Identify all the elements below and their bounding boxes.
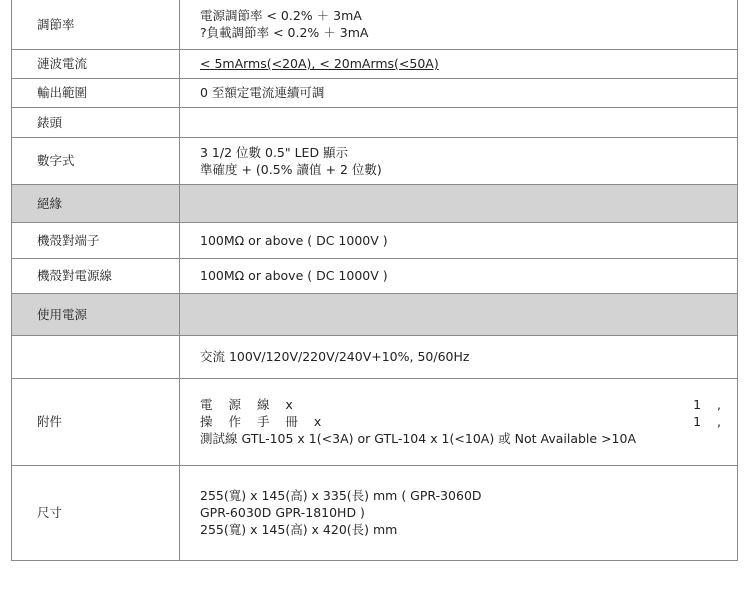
label-power-supply: 使用電源	[12, 293, 180, 335]
row-chassis-terminal	[12, 222, 738, 258]
accessory-power-cord	[200, 396, 729, 413]
spec-table	[11, 0, 738, 561]
row-chassis-power	[12, 258, 738, 293]
line-load-regulation: ?負載調節率 < 0.2% ＋ 3mA	[200, 25, 369, 41]
row-output-range	[12, 78, 738, 107]
accessory-manual-qty: 1 ,	[693, 414, 727, 429]
line-dimensions-1: 255(寬) x 145(高) x 335(長) mm ( GPR-3060D	[200, 488, 482, 503]
value-insulation	[180, 184, 738, 222]
value-meter	[180, 107, 738, 137]
label-dimensions: 尺寸	[12, 465, 180, 560]
value-accessories	[180, 378, 738, 465]
row-ripple	[12, 49, 738, 78]
value-chassis-power: 100MΩ or above ( DC 1000V )	[180, 258, 738, 293]
line-source-regulation: 電源調節率 < 0.2% ＋ 3mA	[200, 8, 362, 24]
label-chassis-power: 機殼對電源線	[12, 258, 180, 293]
line-dimensions-3: 255(寬) x 145(高) x 420(長) mm	[200, 522, 398, 537]
row-digital	[12, 137, 738, 184]
ripple-text: < 5mArms(<20A), < 20mArms(<50A)	[200, 56, 439, 71]
value-ripple	[180, 49, 738, 78]
accessory-manual	[200, 413, 729, 430]
accessory-power-cord-text: 電 源 線 x	[200, 397, 299, 412]
label-meter: 錶頭	[12, 107, 180, 137]
accessory-manual-text: 操 作 手 冊 x	[200, 414, 328, 429]
label-digital: 數字式	[12, 137, 180, 184]
section-power-supply	[12, 293, 738, 335]
value-digital	[180, 137, 738, 184]
label-ripple: 漣波電流	[12, 49, 180, 78]
row-accessories	[12, 378, 738, 465]
line-accuracy: 準確度 + (0.5% 讀值 + 2 位數)	[200, 161, 382, 177]
line-display: 3 1/2 位數 0.5" LED 顯示	[200, 144, 349, 160]
row-ac-input	[12, 335, 738, 378]
value-output-range: 0 至額定電流連續可調	[180, 78, 738, 107]
label-chassis-terminal: 機殼對端子	[12, 222, 180, 258]
section-insulation	[12, 184, 738, 222]
value-dimensions	[180, 465, 738, 560]
value-regulation	[180, 0, 738, 49]
value-chassis-terminal: 100MΩ or above ( DC 1000V )	[180, 222, 738, 258]
accessory-power-cord-qty: 1 ,	[693, 397, 727, 412]
row-meter	[12, 107, 738, 137]
label-output-range: 輸出範圍	[12, 78, 180, 107]
label-ac-input	[12, 335, 180, 378]
accessory-test-leads: 測試線 GTL-105 x 1(<3A) or GTL-104 x 1(<10A) 或 Not Available >10A	[200, 431, 636, 446]
label-accessories: 附件	[12, 378, 180, 465]
label-regulation: 調節率	[12, 0, 180, 49]
row-dimensions	[12, 465, 738, 560]
label-insulation: 絕緣	[12, 184, 180, 222]
value-power-supply	[180, 293, 738, 335]
line-dimensions-2: GPR-6030D GPR-1810HD )	[200, 505, 365, 520]
row-regulation	[12, 0, 738, 49]
value-ac-input: 交流 100V/120V/220V/240V+10%, 50/60Hz	[180, 335, 738, 378]
